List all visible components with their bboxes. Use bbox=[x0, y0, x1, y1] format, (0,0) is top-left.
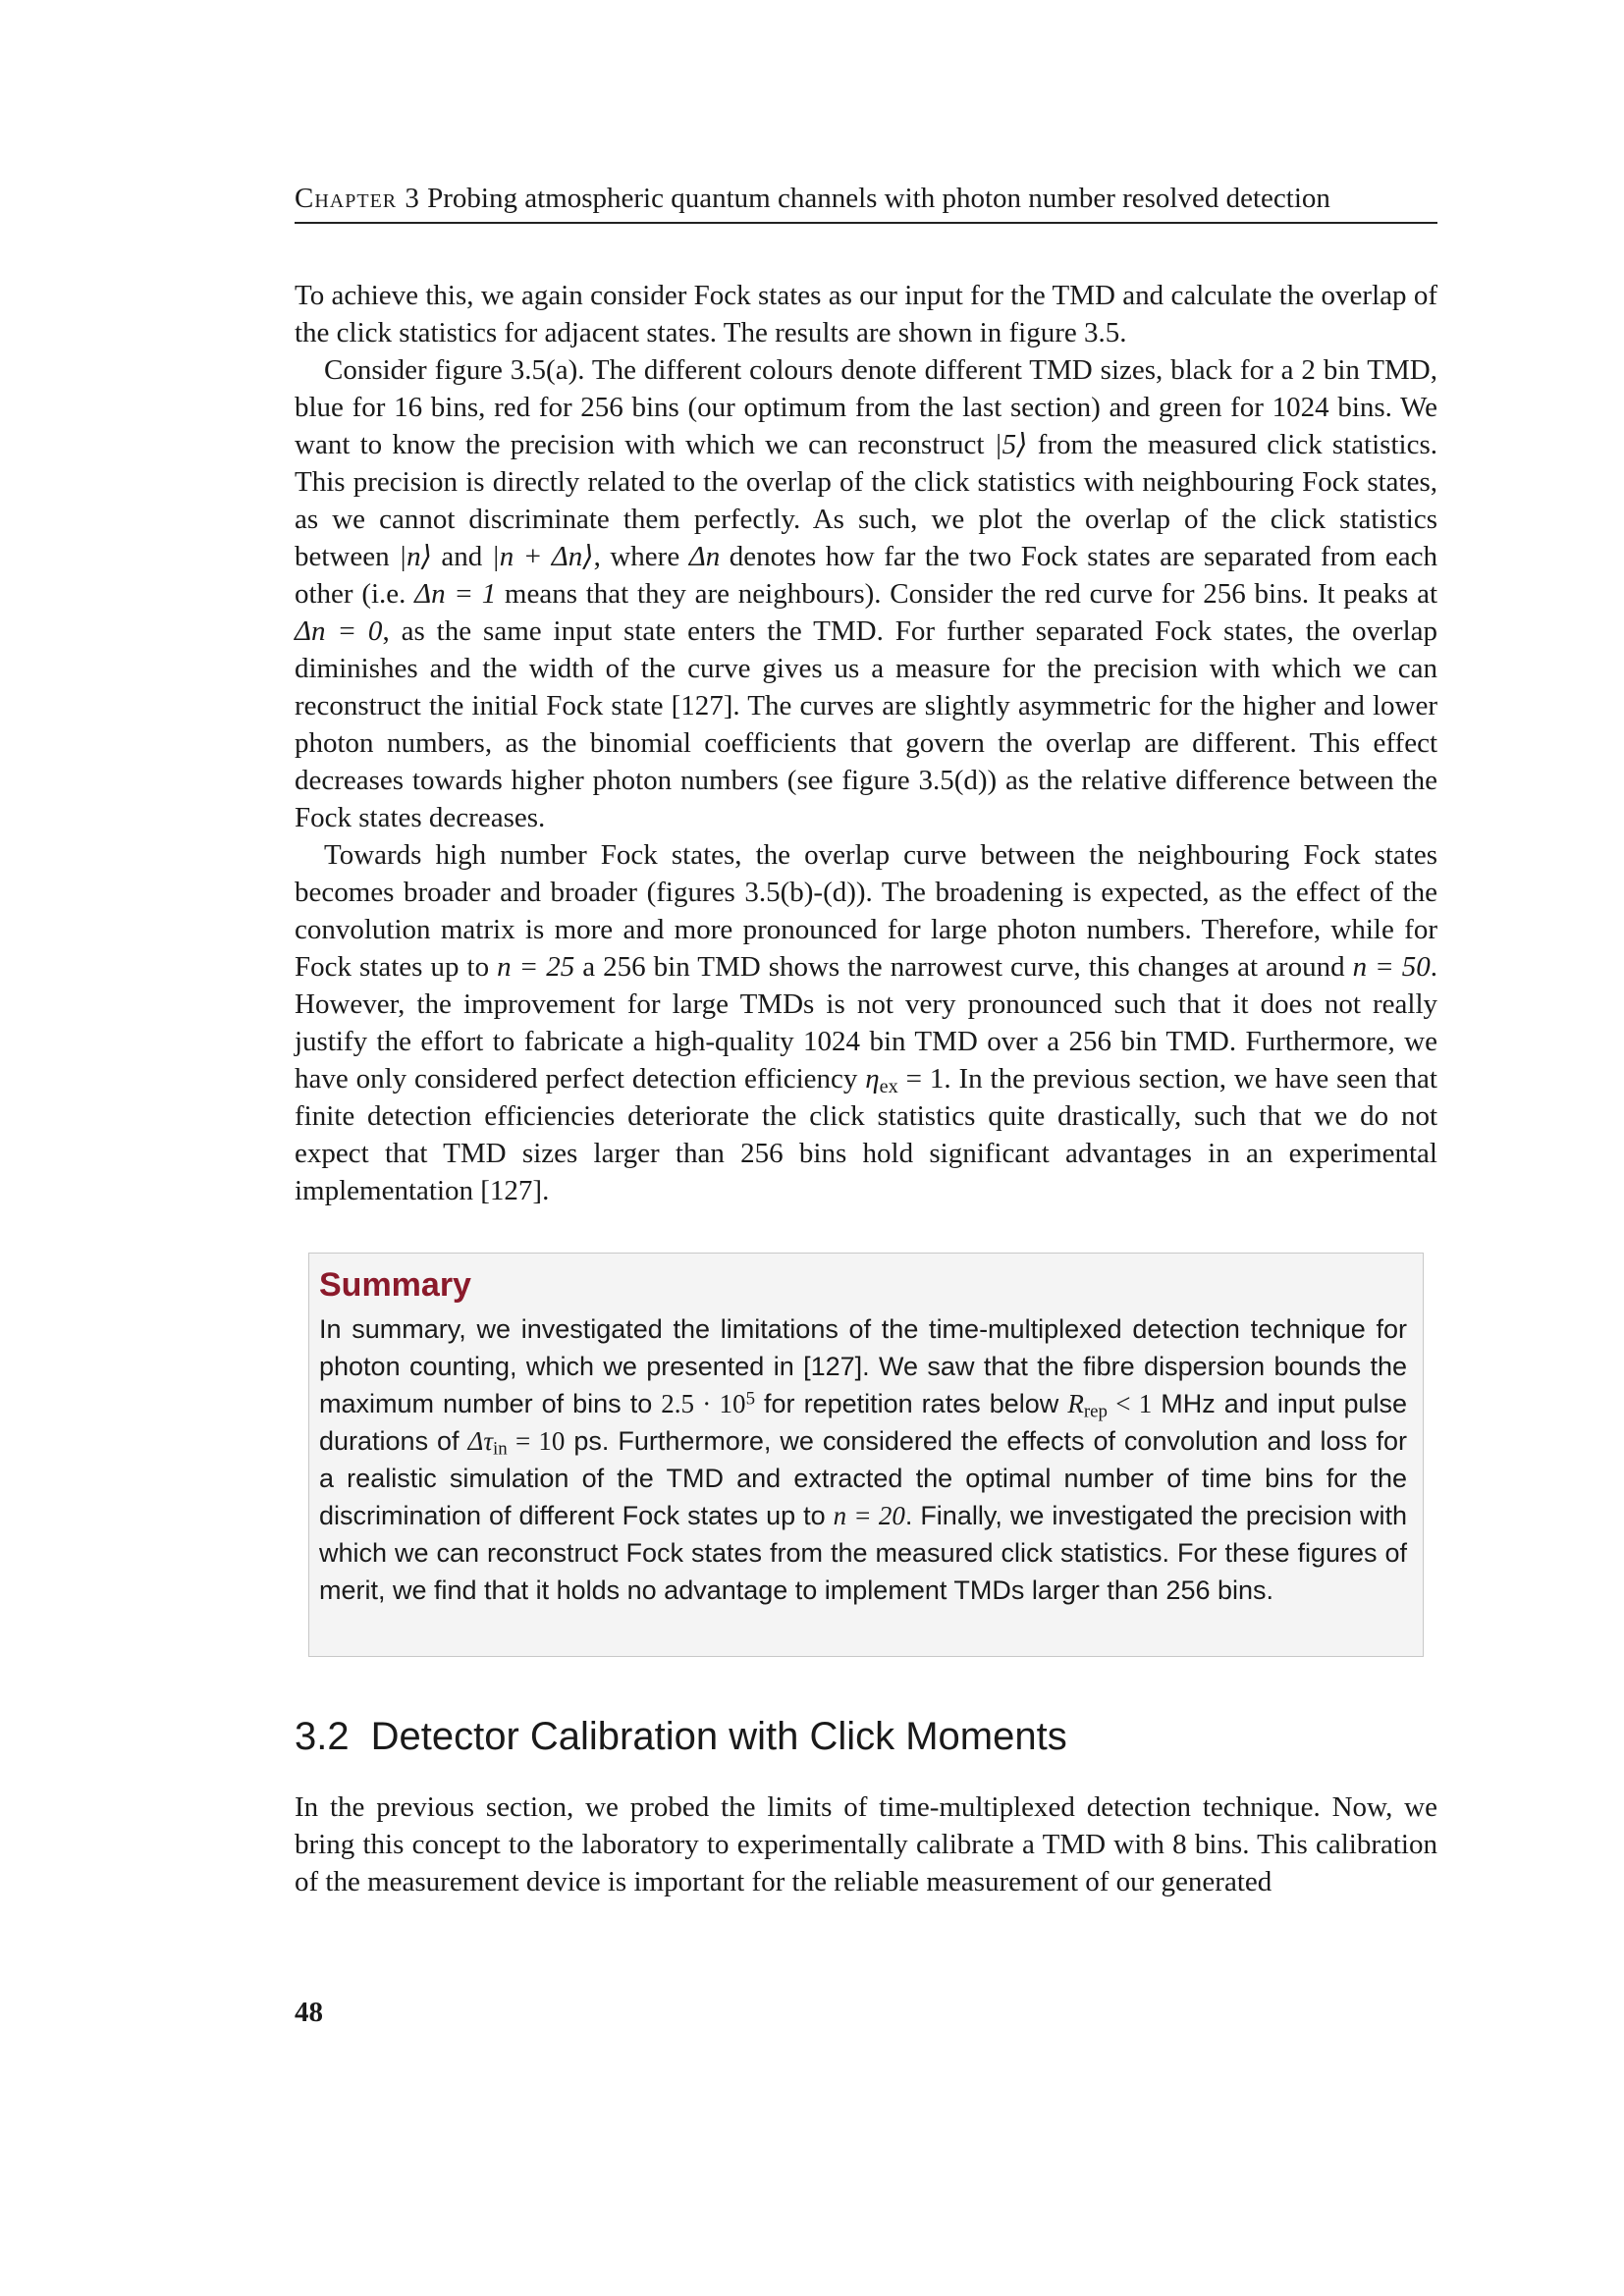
math-dtau-value: = 10 bbox=[507, 1426, 566, 1456]
page-number: 48 bbox=[295, 1997, 323, 2028]
text-run: means that they are neighbours). Consider the red curve for 256 bins. It peaks at bbox=[496, 578, 1438, 610]
math-rrep-sub: rep bbox=[1083, 1401, 1108, 1422]
summary-box bbox=[308, 1253, 1424, 1657]
main-text bbox=[295, 277, 1437, 1209]
summary-text bbox=[319, 1310, 1407, 1609]
text-run: and bbox=[431, 541, 492, 572]
text-run: denotes how far the two Fock states are separated from each other (i.e. bbox=[295, 541, 1438, 610]
math-rrep: R bbox=[1067, 1389, 1084, 1418]
math-eta: η bbox=[865, 1063, 880, 1095]
math-ket-5: |5⟩ bbox=[994, 429, 1028, 460]
paragraph-1: To achieve this, we again consider Fock states as our input for the TMD and calculate the overlap of the click statistics for adjacent states. The results are shown in figure 3.5. bbox=[295, 280, 1437, 348]
math-dtau: Δτ bbox=[467, 1426, 494, 1456]
text-run: Towards high number Fock states, the overlap curve between the neighbouring Fock states becomes broader and broader (figures 3.5(b)-(d)). The broadening is expected, as the effect of the convolution matrix is more and more pronounced for large photon numbers. Therefore, while for Fock states up to bbox=[295, 839, 1437, 983]
math-bins-exp: 5 bbox=[745, 1388, 756, 1410]
math-n-20: n = 20 bbox=[833, 1501, 905, 1530]
math-rrep-value: < 1 bbox=[1107, 1389, 1153, 1418]
running-header bbox=[295, 181, 1437, 224]
chapter-label: Chapter 3 bbox=[295, 183, 420, 214]
text-run: In summary, we investigated the limitations of the time-multiplexed detection technique for photon counting, which we presented in [127]. We saw that the fibre dispersion bounds the maximum number of bins to bbox=[319, 1314, 1407, 1418]
text-run: Consider figure 3.5(a). The different colours denote different TMD sizes, black for a 2 bin TMD, blue for 16 bins, red for 256 bins (our optimum from the last section) and green for 1024 bins. We want to know the precision with which we can reconstruct bbox=[295, 354, 1437, 460]
text-run: . In the previous section, we have seen that finite detection efficiencies deteriorate the click statistics quite drastically, such that we do not expect that TMD sizes larger than 256 bins hold significant advantages in an experimental implementation [127]. bbox=[295, 1063, 1437, 1206]
text-run: , as the same input state enters the TMD. For further separated Fock states, the overlap diminishes and the width of the curve gives us a measure for the precision with which we can reconstruct the initial Fock state [127]. The curves are slightly asymmetric for the higher and lower photon numbers, as the binomial coefficients that govern the overlap are different. This effect decreases towards higher photon numbers (see figure 3.5(d)) as the relative difference between the Fock states decreases. bbox=[295, 615, 1437, 833]
math-n-50: n = 50 bbox=[1352, 951, 1431, 983]
text-run: for repetition rates below bbox=[755, 1389, 1068, 1418]
section-title: Detector Calibration with Click Moments bbox=[370, 1715, 1067, 1758]
math-delta-n-0: Δn = 0 bbox=[295, 615, 383, 647]
paragraph-4: In the previous section, we probed the limits of time-multiplexed detection technique. Now, we bring this concept to the laboratory to experimentally calibrate a TMD with 8 bins. This calibration of the measurement device is important for the reliable measurement of our generated bbox=[295, 1791, 1437, 1897]
text-run: ps. Furthermore, we considered the effects of convolution and loss for a realistic simulation of the TMD and extracted the optimal number of time bins for the discrimination of different Fock states up to bbox=[319, 1426, 1407, 1530]
text-run: MHz and input pulse durations of bbox=[319, 1389, 1408, 1456]
section-text bbox=[295, 1789, 1437, 1900]
math-bins-base: 2.5 · 10 bbox=[661, 1389, 746, 1418]
math-n-25: n = 25 bbox=[497, 951, 575, 983]
math-eta-sub: ex bbox=[879, 1076, 898, 1098]
text-run: . However, the improvement for large TMDs is not very pronounced such that it does not really justify the effort to fabricate a high-quality 1024 bin TMD over a 256 bin TMD. Furthermore, we have only considered perfect detection efficiency bbox=[295, 951, 1437, 1095]
text-run: , where bbox=[593, 541, 689, 572]
text-run: from the measured click statistics. This precision is directly related to the overlap of the click statistics with neighbouring Fock states, as we cannot discriminate them perfectly. As such, we plot the overlap of the click statistics between bbox=[295, 429, 1437, 572]
section-number: 3.2 bbox=[295, 1715, 350, 1758]
math-delta-n: Δn bbox=[688, 541, 721, 572]
math-ket-n: |n⟩ bbox=[399, 541, 432, 572]
chapter-title: Probing atmospheric quantum channels with photon number resolved detection bbox=[427, 183, 1330, 214]
paragraph-3 bbox=[295, 836, 1437, 1209]
paragraph-2 bbox=[295, 351, 1437, 836]
section-heading bbox=[295, 1712, 1437, 1761]
text-run: a 256 bin TMD shows the narrowest curve, this changes at around bbox=[574, 951, 1353, 983]
math-dtau-sub: in bbox=[493, 1438, 508, 1460]
text-run: . Finally, we investigated the precision with which we can reconstruct Fock states from the measured click statistics. For these figures of merit, we find that it holds no advantage to implement TMDs larger than 256 bins. bbox=[319, 1501, 1407, 1605]
math-delta-n-1: Δn = 1 bbox=[414, 578, 497, 610]
math-ket-n-plus-dn: |n + Δn⟩ bbox=[491, 541, 594, 572]
summary-title: Summary bbox=[319, 1266, 471, 1304]
math-eta-value: = 1 bbox=[897, 1063, 945, 1095]
